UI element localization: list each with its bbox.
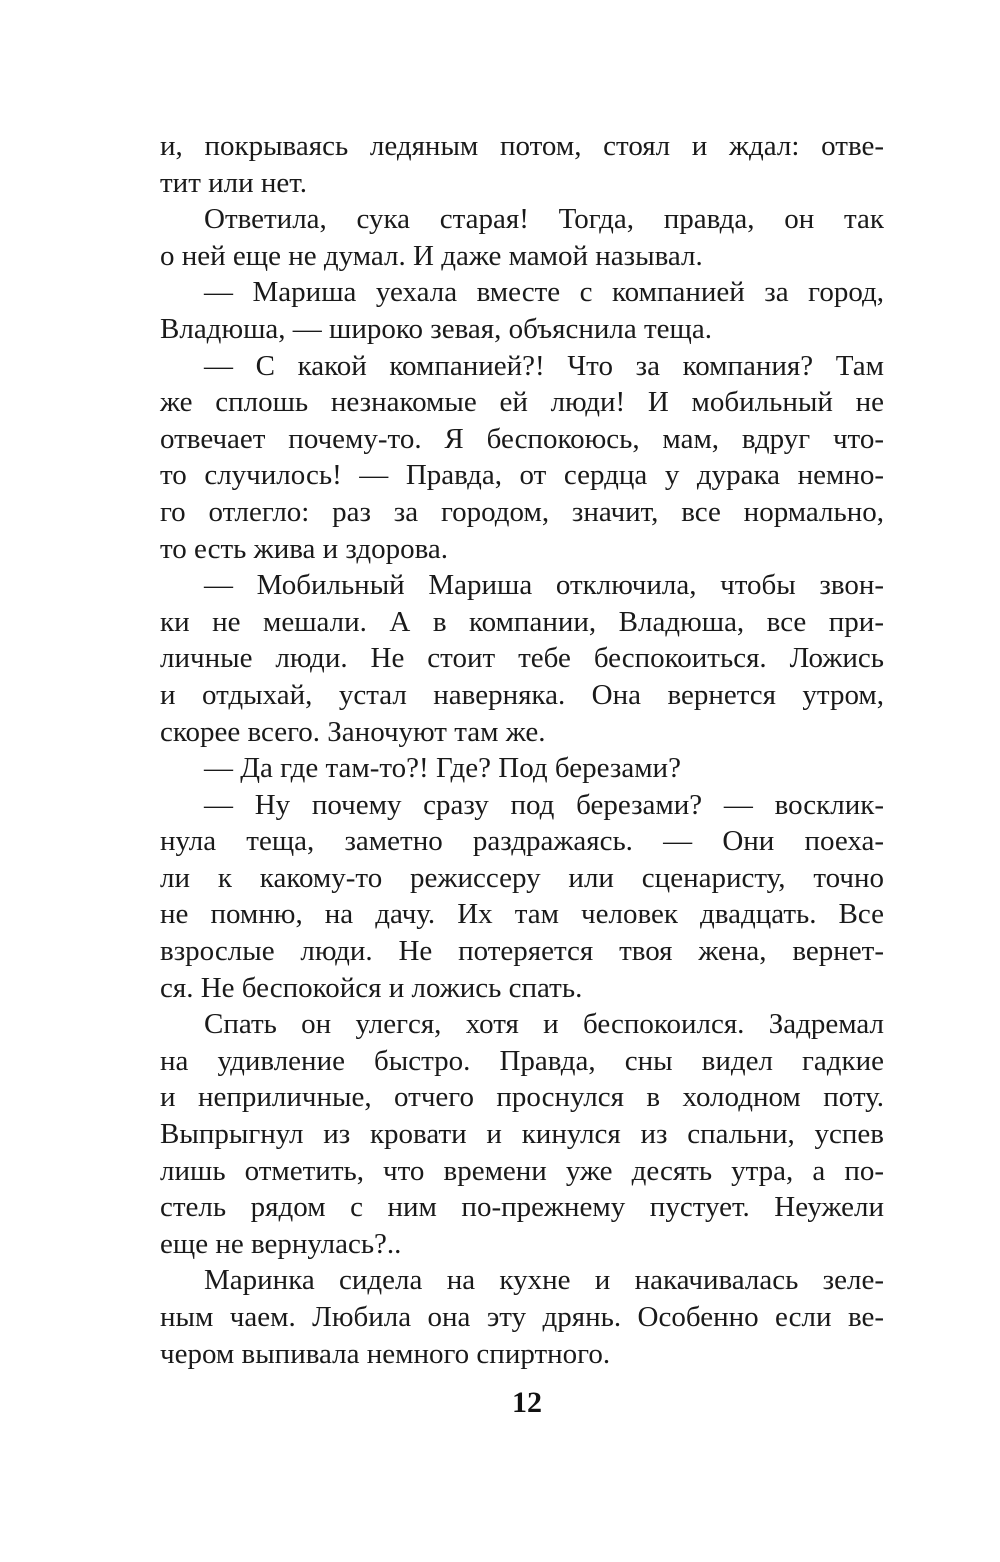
text-line: ся. Не беспокойся и ложись спать. <box>160 971 583 1004</box>
text-line: — Ну почему сразу под березами? — восклик- <box>204 788 884 821</box>
text-line: еще не вернулась?.. <box>160 1227 402 1260</box>
text-line: Выпрыгнул из кровати и кинулся из спальни, успев <box>160 1118 884 1151</box>
text-line: скорее всего. Заночуют там же. <box>160 715 546 748</box>
text-line: го отлегло: раз за городом, значит, все нормально, <box>160 495 884 528</box>
text-line: на удивление быстро. Правда, сны видел гадкие <box>160 1044 884 1077</box>
text-line: ным чаем. Любила она эту дрянь. Особенно если ве- <box>160 1301 884 1333</box>
text-line: тит или нет. <box>160 166 308 199</box>
text-line: то есть жива и здорова. <box>160 532 449 565</box>
text-line: отвечает почему-то. Я беспокоюсь, мам, вдруг что- <box>160 422 884 455</box>
text-line: стель рядом с ним по-прежнему пустует. Неужели <box>160 1191 884 1224</box>
text-line: — Да где там-то?! Где? Под березами? <box>204 752 681 785</box>
text-line: же сплошь незнакомые ей люди! И мобильный не <box>160 386 884 419</box>
page-body-text <box>160 128 884 1372</box>
text-line: не помню, на дачу. Их там человек двадцать. Все <box>160 898 884 931</box>
text-line: Маринка сидела на кухне и накачивалась зеле- <box>204 1264 884 1297</box>
text-line: нула теща, заметно раздражаясь. — Они поеха- <box>160 825 884 858</box>
text-line: и, покрываясь ледяным потом, стоял и ждал: отве- <box>160 130 884 162</box>
text-line: — С какой компанией?! Что за компания? Там <box>204 349 884 382</box>
text-line: Спать он улегся, хотя и беспокоился. Задремал <box>204 1008 884 1041</box>
text-line: и отдыхай, устал наверняка. Она вернется утром, <box>160 678 884 711</box>
text-line: о ней еще не думал. И даже мамой называл. <box>160 239 703 272</box>
text-line: Ответила, сука старая! Тогда, правда, он так <box>204 203 884 236</box>
text-line: личные люди. Не стоит тебе беспокоиться. Ложись <box>160 642 884 675</box>
text-line: — Мариша уехала вместе с компанией за город, <box>204 276 884 309</box>
text-line: и неприличные, отчего проснулся в холодном поту. <box>160 1081 884 1114</box>
page-number: 12 <box>512 1386 542 1419</box>
text-line: чером выпивала немного спиртного. <box>160 1337 611 1370</box>
text-line: — Мобильный Мариша отключила, чтобы звон- <box>204 569 884 602</box>
text-line: ки не мешали. А в компании, Владюша, все при- <box>160 605 884 638</box>
text-line: Владюша, — широко зевая, объяснила теща. <box>160 312 712 345</box>
text-line: лишь отметить, что времени уже десять утра, а по- <box>160 1154 884 1187</box>
text-line: взрослые люди. Не потеряется твоя жена, вернет- <box>160 935 884 968</box>
text-line: ли к какому-то режиссеру или сценаристу, точно <box>160 861 884 894</box>
text-line: то случилось! — Правда, от сердца у дурака немно- <box>160 459 884 492</box>
